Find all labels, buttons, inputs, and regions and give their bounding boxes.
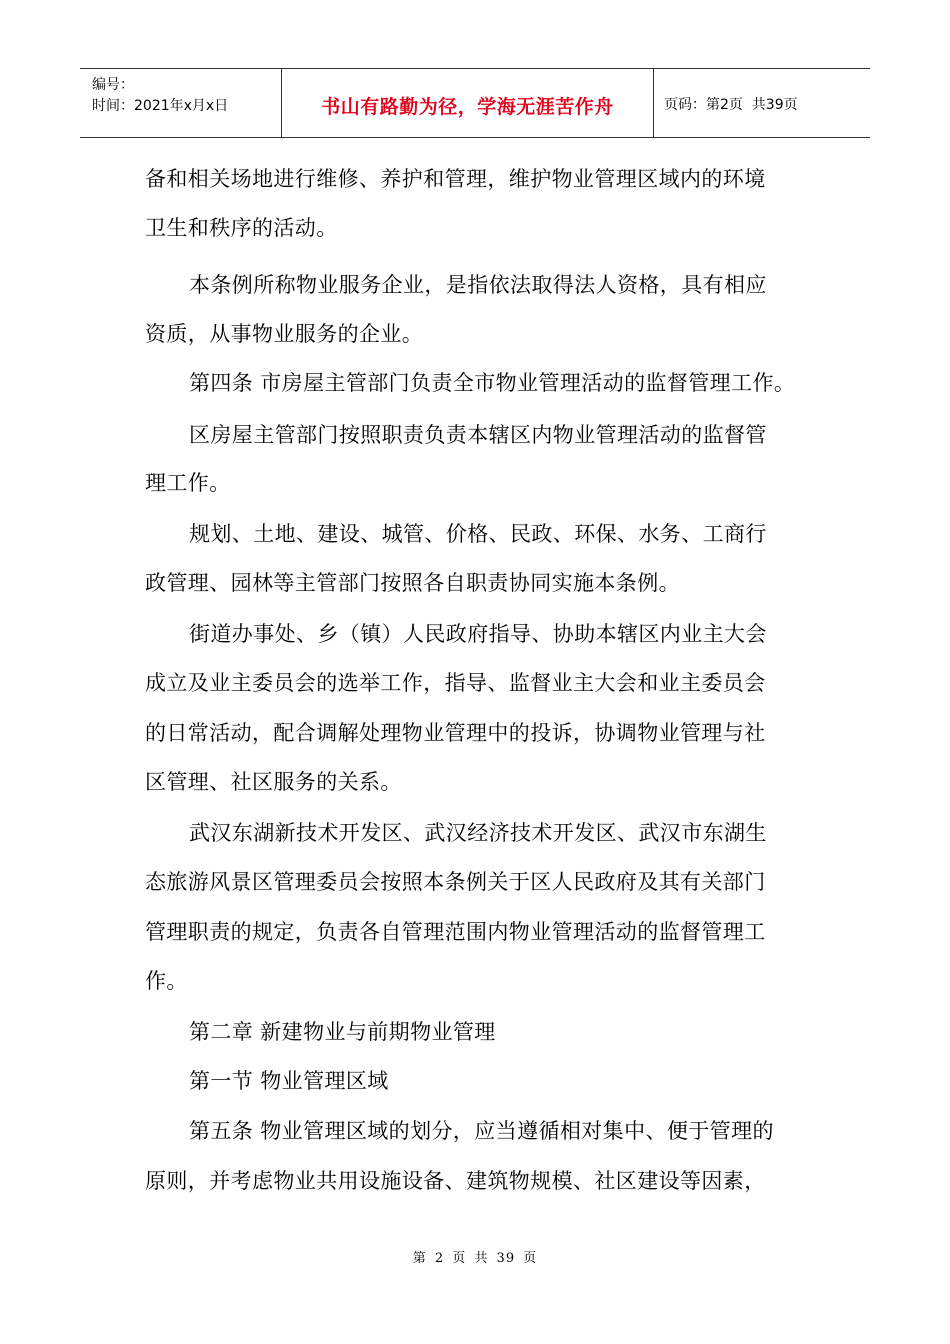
paragraph-start: 区房屋主管部门按照职责负责本辖区内物业管理活动的监督管 xyxy=(189,423,767,447)
section-heading: 第一节 物业管理区域 xyxy=(189,1069,389,1093)
page-footer: 第 2 页 共 39 页 xyxy=(412,1251,538,1266)
text-line: 态旅游风景区管理委员会按照本条例关于区人民政府及其有关部门 xyxy=(145,870,766,894)
paragraph-start: 规划、土地、建设、城管、价格、民政、环保、水务、工商行 xyxy=(189,522,767,546)
text-line: 理工作。 xyxy=(145,471,231,495)
page-header xyxy=(80,68,870,138)
text-line: 政管理、园林等主管部门按照各自职责协同实施本条例。 xyxy=(145,571,680,595)
text-line: 原则，并考虑物业共用设施设备、建筑物规模、社区建设等因素， xyxy=(145,1169,766,1193)
header-motto: 书山有路勤为径，学海无涯苦作舟 xyxy=(282,69,654,137)
text-line: 区管理、社区服务的关系。 xyxy=(145,770,402,794)
article-heading-4: 第四条 市房屋主管部门负责全市物业管理活动的监督管理工作。 xyxy=(189,371,796,395)
text-line: 作。 xyxy=(145,969,188,993)
text-line: 卫生和秩序的活动。 xyxy=(145,216,338,240)
text-line: 管理职责的规定，负责各自管理范围内物业管理活动的监督管理工 xyxy=(145,920,766,944)
text-line: 资质，从事物业服务的企业。 xyxy=(145,322,424,346)
chapter-heading: 第二章 新建物业与前期物业管理 xyxy=(189,1020,496,1044)
document-number-label: 编号： xyxy=(92,77,134,93)
text-line: 的日常活动，配合调解处理物业管理中的投诉，协调物业管理与社 xyxy=(145,721,766,745)
paragraph-start: 本条例所称物业服务企业，是指依法取得法人资格，具有相应 xyxy=(189,273,767,297)
header-page-label: 页码：第2页 共39页 xyxy=(664,97,798,113)
paragraph-start: 武汉东湖新技术开发区、武汉经济技术开发区、武汉市东湖生 xyxy=(189,821,767,845)
header-meta xyxy=(80,69,282,137)
article-heading-5: 第五条 物业管理区域的划分，应当遵循相对集中、便于管理的 xyxy=(189,1119,774,1143)
text-line: 成立及业主委员会的选举工作，指导、监督业主大会和业主委员会 xyxy=(145,671,766,695)
text-line: 备和相关场地进行维修、养护和管理，维护物业管理区域内的环境 xyxy=(145,167,766,191)
paragraph-start: 街道办事处、乡（镇）人民政府指导、协助本辖区内业主大会 xyxy=(189,622,767,646)
document-date: 时间：2021年x月x日 xyxy=(92,98,229,114)
header-page-info xyxy=(654,69,870,137)
